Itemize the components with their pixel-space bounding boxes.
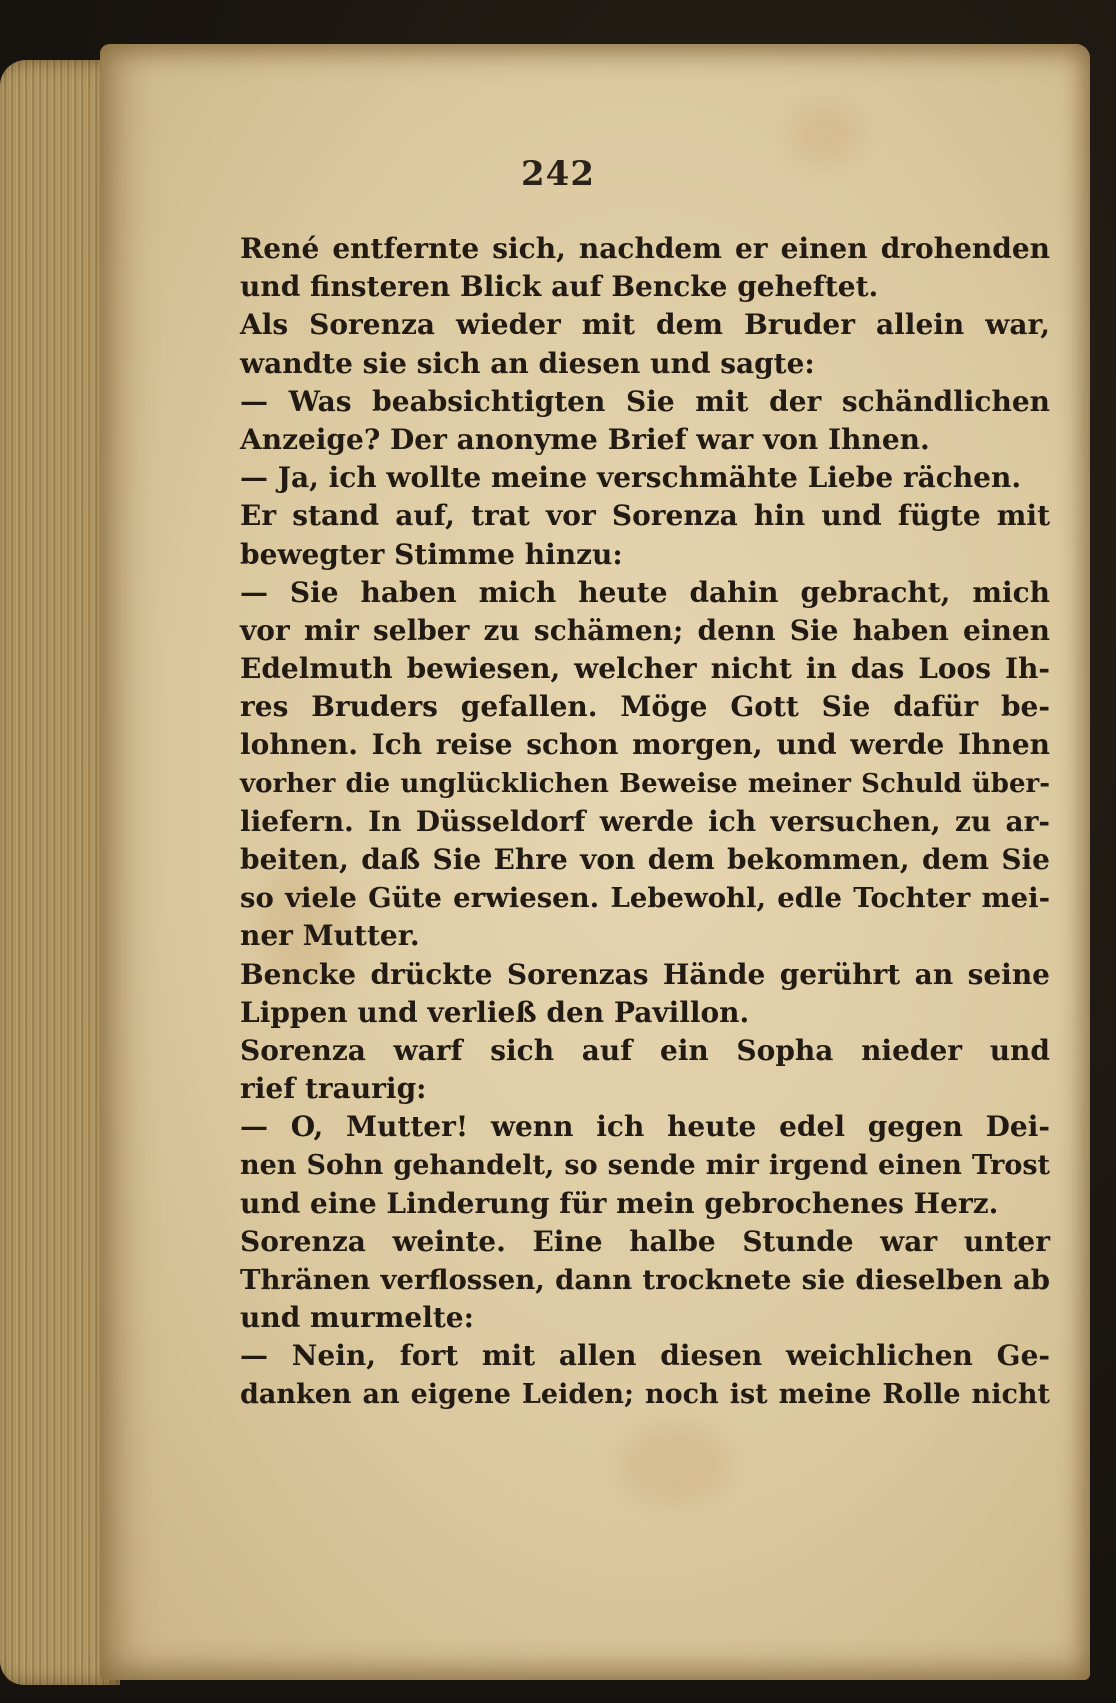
text-line: Er stand auf, trat vor Sorenza hin und fügte mit xyxy=(240,499,1050,533)
paper-stain xyxy=(620,1424,730,1504)
text-line: Edelmuth bewiesen, welcher nicht in das Loos Ih- xyxy=(240,652,1050,686)
text-line: danken an eigene Leiden; noch ist meine Rolle nicht xyxy=(240,1378,1050,1410)
text-line: Als Sorenza wieder mit dem Bruder allein war, xyxy=(240,308,1050,342)
text-line: und finsteren Blick auf Bencke geheftet. xyxy=(240,270,879,304)
text-line: — Nein, fort mit allen diesen weichlichen Ge- xyxy=(240,1339,1050,1373)
text-line: vor mir selber zu schämen; denn Sie haben einen xyxy=(240,613,1050,647)
text-line: — Was beabsichtigten Sie mit der schändlichen xyxy=(240,384,1050,418)
text-line: Thränen verflossen, dann trocknete sie dieselben ab xyxy=(240,1264,1050,1297)
text-line: nen Sohn gehandelt, so sende mir irgend einen Trost xyxy=(240,1149,1050,1181)
text-line: wandte sie sich an diesen und sagte: xyxy=(240,346,815,380)
text-line: lohnen. Ich reise schon morgen, und werde Ihnen xyxy=(240,728,1050,762)
text-line: und eine Linderung für mein gebrochenes Herz. xyxy=(240,1186,999,1220)
text-line: res Bruders gefallen. Möge Gott Sie dafür be- xyxy=(240,690,1050,724)
body-text xyxy=(240,230,1050,1414)
text-line: ner Mutter. xyxy=(240,919,420,953)
text-line: Lippen und verließ den Pavillon. xyxy=(240,995,750,1029)
page-number: 242 xyxy=(521,154,595,194)
text-line: und murmelte: xyxy=(240,1301,474,1335)
text-line: rief traurig: xyxy=(240,1072,427,1106)
text-line: vorher die unglücklichen Beweise meiner Schuld über- xyxy=(240,768,1050,799)
text-line: Bencke drückte Sorenzas Hände gerührt an seine xyxy=(240,957,1050,991)
text-line: Sorenza warf sich auf ein Sopha nieder und xyxy=(240,1033,1050,1067)
text-line: bewegter Stimme hinzu: xyxy=(240,537,623,571)
text-line: so viele Güte erwiesen. Lebewohl, edle Tochter mei- xyxy=(240,882,1050,915)
text-line: Anzeige? Der anonyme Brief war von Ihnen. xyxy=(240,422,930,456)
text-line: René entfernte sich, nachdem er einen drohenden xyxy=(240,232,1050,265)
text-line: liefern. In Düsseldorf werde ich versuchen, zu ar- xyxy=(240,804,1050,838)
text-line: — Ja, ich wollte meine verschmähte Liebe rächen. xyxy=(240,461,1022,495)
text-line: — Sie haben mich heute dahin gebracht, mich xyxy=(240,575,1050,609)
text-line: beiten, daß Sie Ehre von dem bekommen, dem Sie xyxy=(240,843,1050,876)
text-line: — O, Mutter! wenn ich heute edel gegen Dei- xyxy=(240,1110,1050,1144)
text-line: Sorenza weinte. Eine halbe Stunde war unter xyxy=(240,1224,1050,1258)
